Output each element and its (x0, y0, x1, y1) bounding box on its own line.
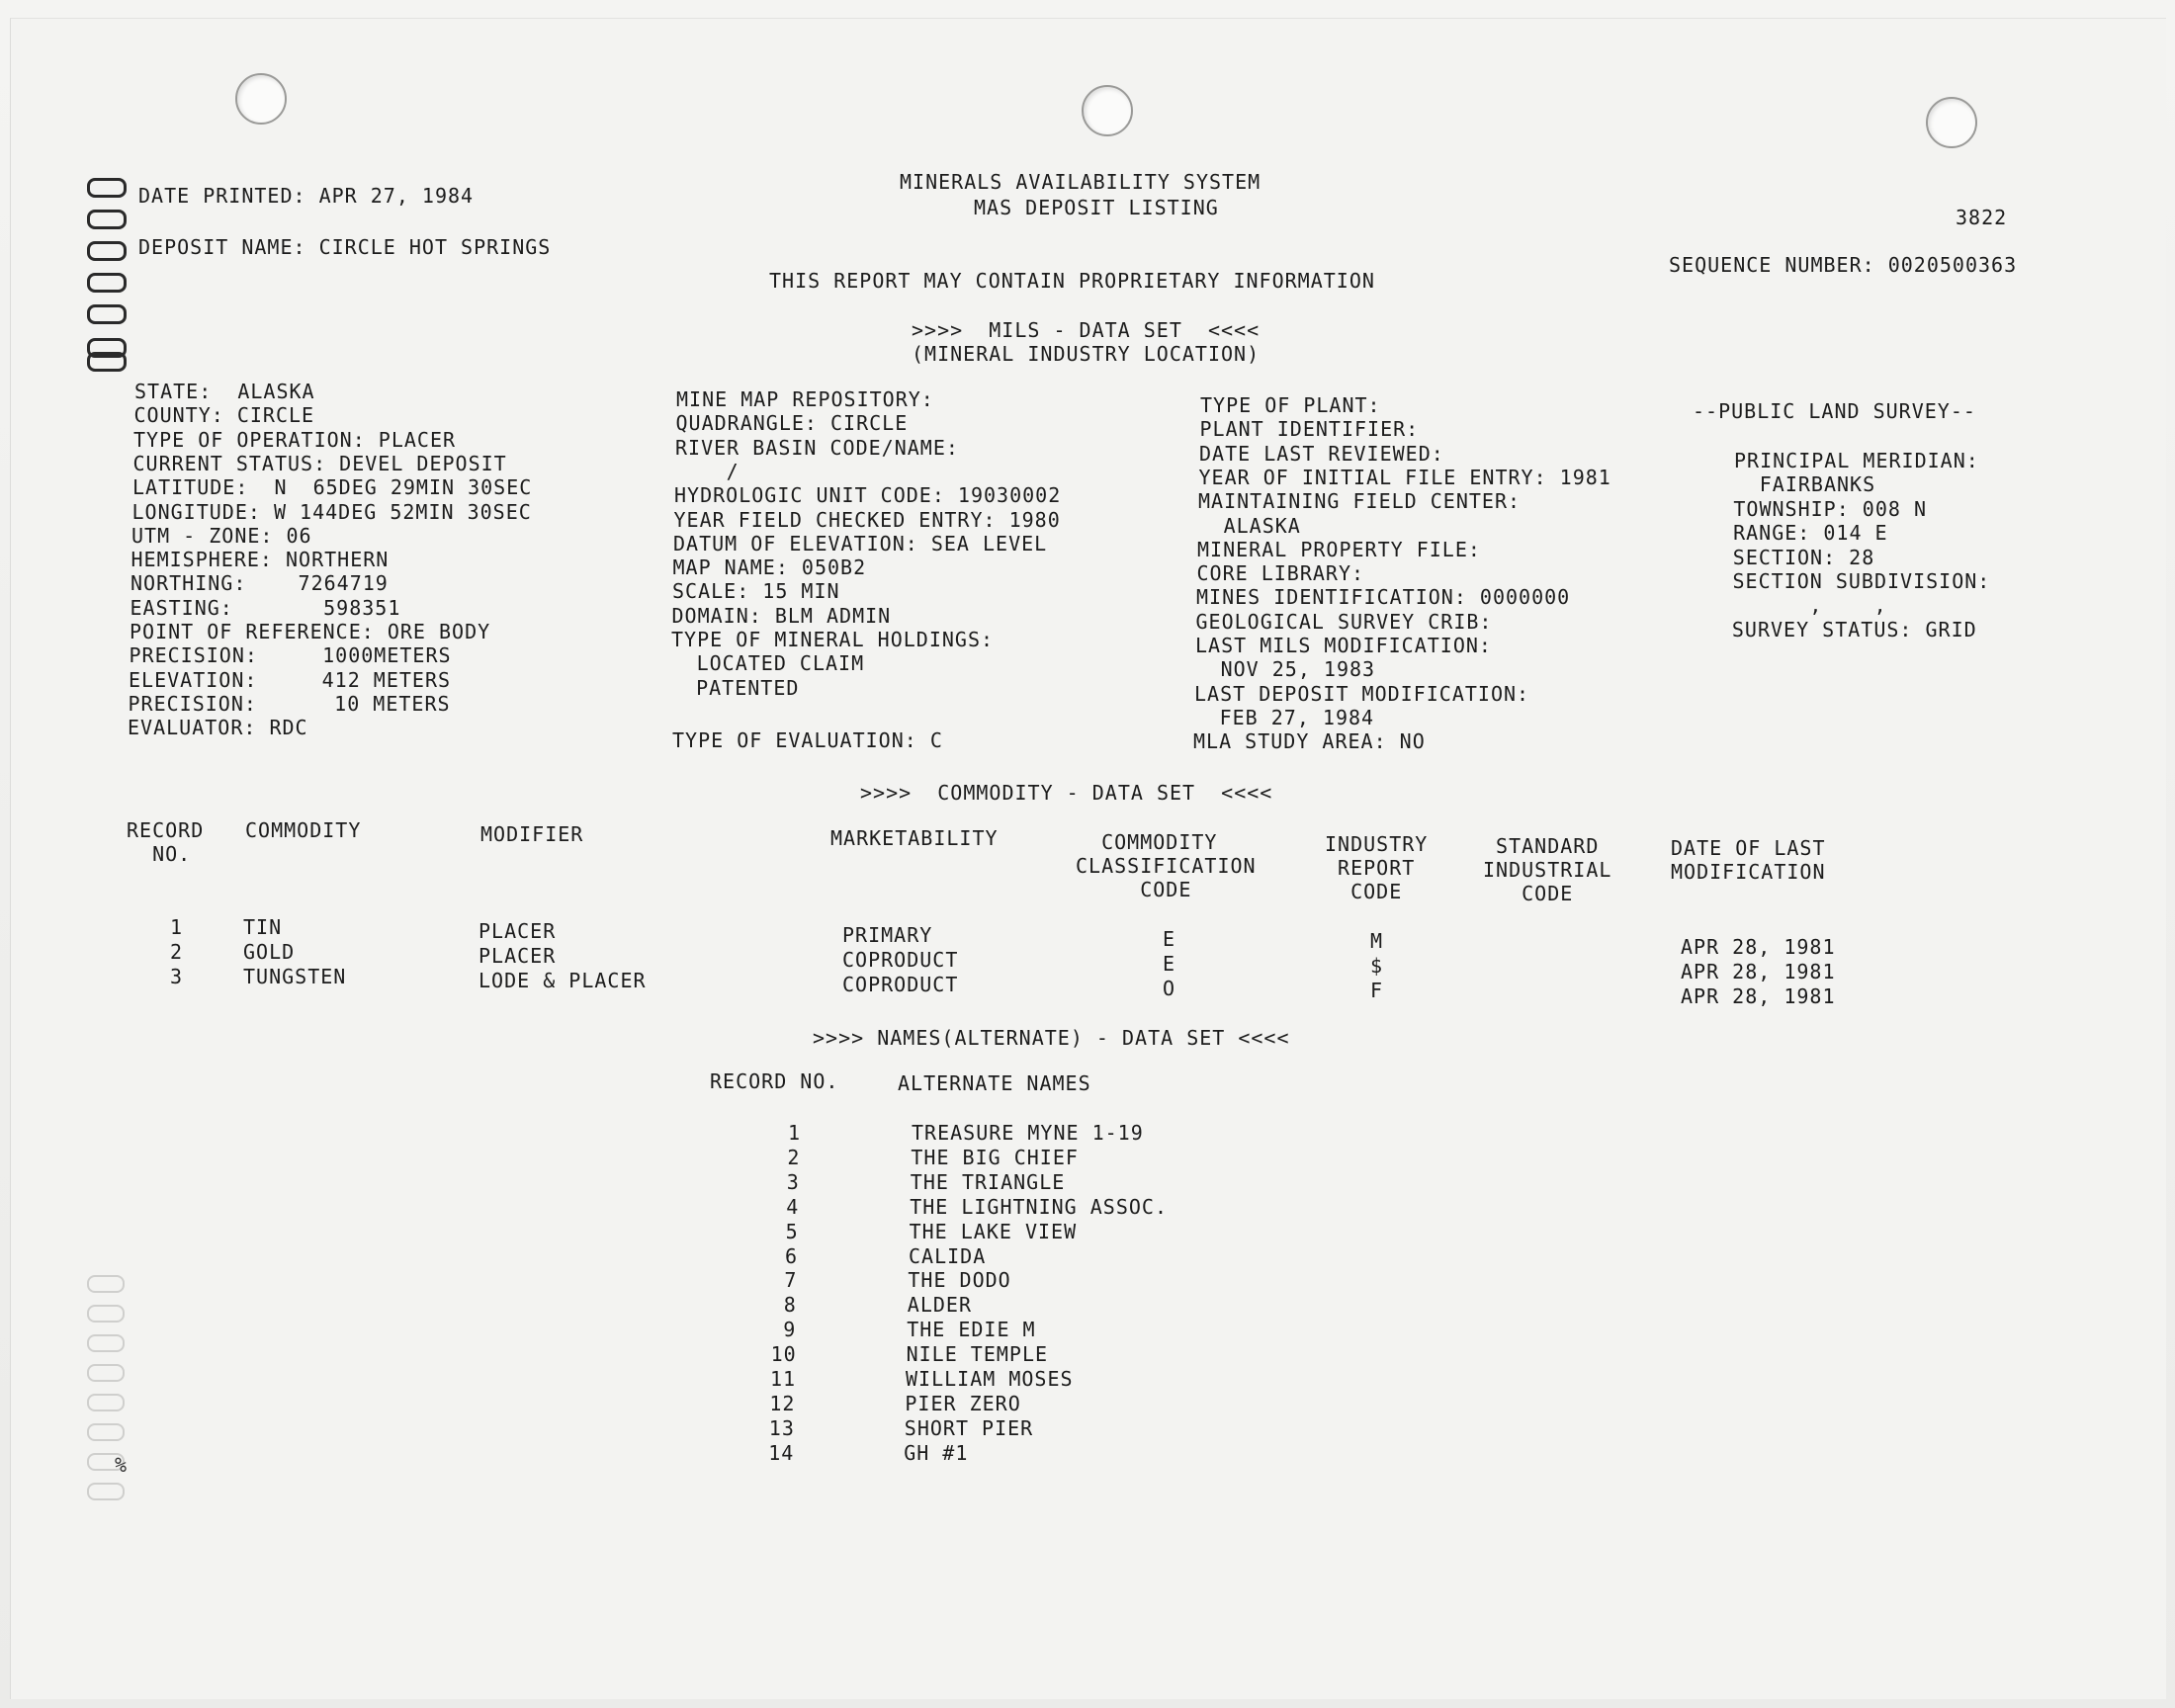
alternate-name-record-no: 1 (788, 1121, 802, 1145)
mils-plant-field: MLA STUDY AREA: NO (1193, 729, 1426, 754)
public-land-survey-field: PRINCIPAL MERIDIAN: (1734, 449, 1979, 472)
mils-plant-field: LAST DEPOSIT MODIFICATION: (1194, 681, 1530, 706)
mils-plant-field: ALASKA (1197, 513, 1301, 538)
alternate-name-record-no: 9 (783, 1318, 797, 1342)
mils-location-field: EVALUATOR: RDC (128, 716, 308, 740)
mils-plant-field: GEOLOGICAL SURVEY CRIB: (1195, 609, 1493, 634)
commodity-date-cell: APR 28, 1981 (1681, 935, 1836, 959)
mils-location-field: ELEVATION: 412 METERS (129, 667, 452, 692)
alternate-name-record-no: 5 (785, 1219, 799, 1243)
alternate-name: THE DODO (908, 1268, 1011, 1293)
public-land-survey-title: --PUBLIC LAND SURVEY-- (1693, 399, 1976, 423)
mils-plant-field: MAINTAINING FIELD CENTER: (1198, 489, 1522, 514)
public-land-survey-field: FAIRBANKS (1733, 472, 1876, 497)
commodity-no-cell: 1 (170, 915, 184, 939)
alternate-name-record-no: 14 (768, 1440, 795, 1465)
commodity-class-cell: E (1163, 927, 1176, 951)
public-land-survey-field: , , (1732, 593, 1887, 618)
commodity-header-sic: STANDARD INDUSTRIAL CODE (1483, 834, 1612, 905)
sequence-number: SEQUENCE NUMBER: 0020500363 (1669, 253, 2018, 277)
mils-location-field: COUNTY: CIRCLE (133, 403, 315, 428)
alternate-name: NILE TEMPLE (906, 1342, 1049, 1367)
alternate-name: THE BIG CHIEF (911, 1145, 1079, 1169)
mils-plant-field: MINERAL PROPERTY FILE: (1197, 537, 1481, 561)
punch-hole-left (235, 73, 287, 125)
names-header-alternate: ALTERNATE NAMES (898, 1071, 1091, 1095)
alternate-name: SHORT PIER (904, 1415, 1034, 1440)
alternate-name-record-no: 6 (785, 1243, 799, 1268)
mils-subheading: (MINERAL INDUSTRY LOCATION) (912, 342, 1261, 366)
commodity-header-classification: COMMODITY CLASSIFICATION CODE (1076, 830, 1257, 901)
mils-map-field: SCALE: 15 MIN (672, 579, 840, 604)
commodity-industry-cell: M (1370, 929, 1384, 953)
type-of-evaluation: TYPE OF EVALUATION: C (672, 728, 943, 752)
public-land-survey-field: SECTION SUBDIVISION: (1732, 569, 1991, 593)
date-printed: DATE PRINTED: APR 27, 1984 (138, 184, 475, 208)
mils-location-field: HEMISPHERE: NORTHERN (130, 548, 390, 572)
names-heading: >>>> NAMES(ALTERNATE) - DATA SET <<<< (813, 1026, 1290, 1050)
mils-map-field: RIVER BASIN CODE/NAME: (675, 435, 959, 460)
alternate-name: THE LIGHTNING ASSOC. (910, 1194, 1169, 1219)
alternate-name-record-no: 12 (769, 1391, 796, 1415)
alternate-name: CALIDA (909, 1243, 987, 1268)
alternate-name-record-no: 7 (784, 1268, 798, 1293)
mils-plant-field: NOV 25, 1983 (1194, 657, 1376, 682)
mils-location-field: POINT OF REFERENCE: ORE BODY (130, 620, 491, 643)
punch-hole-right (1926, 97, 1977, 148)
alternate-name-record-no: 2 (787, 1145, 801, 1169)
commodity-marketability-cell: COPRODUCT (842, 948, 959, 972)
commodity-commodity-cell: GOLD (243, 940, 296, 964)
proprietary-notice: THIS REPORT MAY CONTAIN PROPRIETARY INFORMATION (769, 269, 1375, 293)
commodity-heading: >>>> COMMODITY - DATA SET <<<< (860, 781, 1273, 805)
footer-mark: % (115, 1453, 128, 1477)
mils-plant-field: LAST MILS MODIFICATION: (1195, 634, 1492, 657)
mils-location-field: TYPE OF OPERATION: PLACER (133, 427, 457, 452)
public-land-survey-field: SURVEY STATUS: GRID (1731, 617, 1977, 641)
mils-map-field: DOMAIN: BLM ADMIN (671, 603, 892, 628)
mils-location-field: PRECISION: 10 METERS (128, 691, 451, 716)
mils-map-field: TYPE OF MINERAL HOLDINGS: (671, 628, 995, 651)
alternate-name: THE TRIANGLE (910, 1169, 1066, 1194)
deposit-name: DEPOSIT NAME: CIRCLE HOT SPRINGS (138, 235, 552, 259)
commodity-industry-cell: $ (1370, 954, 1384, 978)
punch-hole-center (1082, 85, 1133, 136)
commodity-modifier-cell: PLACER (478, 944, 557, 968)
commodity-header-commodity: COMMODITY (245, 818, 362, 842)
mils-location-field: STATE: ALASKA (134, 380, 315, 403)
commodity-modifier-cell: LODE & PLACER (478, 969, 647, 992)
commodity-no-cell: 2 (170, 940, 184, 964)
commodity-date-cell: APR 28, 1981 (1681, 960, 1836, 983)
listing-title: MAS DEPOSIT LISTING (974, 196, 1219, 219)
commodity-header-record: RECORD NO. (127, 818, 205, 866)
mils-location-field: EASTING: 598351 (130, 595, 401, 620)
mils-map-field: MINE MAP REPOSITORY: (676, 387, 934, 411)
alternate-name: PIER ZERO (905, 1391, 1021, 1415)
mils-map-field: QUADRANGLE: CIRCLE (675, 411, 909, 436)
mils-map-field: LOCATED CLAIM (670, 651, 865, 676)
commodity-header-industry: INDUSTRY REPORT CODE (1325, 832, 1429, 903)
commodity-date-cell: APR 28, 1981 (1681, 984, 1836, 1008)
commodity-class-cell: O (1163, 977, 1176, 1000)
mils-map-field: PATENTED (670, 675, 800, 700)
mils-location-field: UTM - ZONE: 06 (131, 523, 312, 548)
mils-plant-field: CORE LIBRARY: (1196, 561, 1365, 586)
commodity-commodity-cell: TIN (243, 915, 283, 939)
names-header-record: RECORD NO. (710, 1069, 839, 1093)
mils-map-field: MAP NAME: 050B2 (672, 555, 867, 580)
mils-map-field: / (674, 459, 740, 483)
mils-location-field: LATITUDE: N 65DEG 29MIN 30SEC (132, 475, 533, 500)
public-land-survey-field: SECTION: 28 (1732, 545, 1875, 569)
mils-plant-field: DATE LAST REVIEWED: (1199, 441, 1444, 466)
alternate-name: THE LAKE VIEW (909, 1219, 1078, 1243)
mils-heading: >>>> MILS - DATA SET <<<< (912, 318, 1261, 342)
alternate-name-record-no: 8 (783, 1293, 797, 1318)
commodity-header-modifier: MODIFIER (480, 822, 584, 846)
alternate-name-record-no: 13 (768, 1415, 795, 1440)
commodity-industry-cell: F (1370, 979, 1384, 1002)
mils-map-field: DATUM OF ELEVATION: SEA LEVEL (673, 531, 1048, 555)
commodity-marketability-cell: COPRODUCT (842, 973, 959, 996)
commodity-commodity-cell: TUNGSTEN (243, 965, 347, 988)
commodity-no-cell: 3 (170, 965, 184, 988)
commodity-marketability-cell: PRIMARY (842, 923, 933, 947)
public-land-survey-field: TOWNSHIP: 008 N (1733, 496, 1928, 521)
mils-plant-field: FEB 27, 1984 (1193, 705, 1375, 729)
commodity-class-cell: E (1163, 952, 1176, 976)
alternate-name: WILLIAM MOSES (906, 1367, 1074, 1391)
alternate-name-record-no: 11 (770, 1367, 797, 1391)
mils-plant-field: TYPE OF PLANT: (1200, 393, 1381, 417)
commodity-header-date: DATE OF LAST MODIFICATION (1671, 836, 1826, 884)
mils-location-field: NORTHING: 7264719 (130, 571, 389, 596)
commodity-header-marketability: MARKETABILITY (830, 826, 999, 850)
mils-map-field: HYDROLOGIC UNIT CODE: 19030002 (674, 483, 1062, 508)
mils-location-field: PRECISION: 1000METERS (129, 643, 452, 668)
mils-plant-field: MINES IDENTIFICATION: 0000000 (1196, 585, 1571, 610)
mils-plant-field: PLANT IDENTIFIER: (1199, 417, 1420, 442)
alternate-name-record-no: 4 (786, 1194, 800, 1219)
alternate-name: GH #1 (904, 1440, 969, 1465)
mils-map-field: YEAR FIELD CHECKED ENTRY: 1980 (673, 507, 1061, 532)
commodity-modifier-cell: PLACER (478, 919, 557, 943)
mils-plant-field: YEAR OF INITIAL FILE ENTRY: 1981 (1198, 465, 1611, 489)
alternate-name: TREASURE MYNE 1-19 (912, 1121, 1144, 1145)
alternate-name-record-no: 10 (770, 1342, 797, 1367)
alternate-name: THE EDIE M (907, 1318, 1036, 1342)
mils-location-field: CURRENT STATUS: DEVEL DEPOSIT (132, 451, 507, 475)
mils-location-field: LONGITUDE: W 144DEG 52MIN 30SEC (131, 499, 532, 524)
alternate-name-record-no: 3 (786, 1169, 800, 1194)
system-title: MINERALS AVAILABILITY SYSTEM (900, 170, 1262, 194)
alternate-name: ALDER (907, 1293, 973, 1318)
page-number: 3822 (1956, 206, 2008, 229)
public-land-survey-field: RANGE: 014 E (1733, 521, 1888, 546)
